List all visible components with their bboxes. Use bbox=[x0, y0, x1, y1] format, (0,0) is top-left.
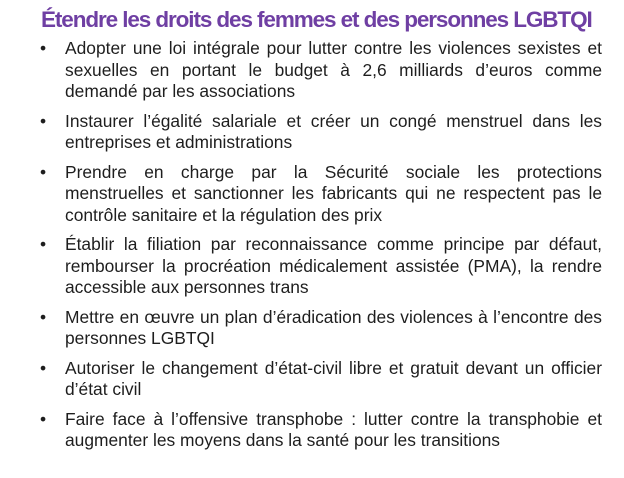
section-title: Étendre les droits des femmes et des personnes LGBTQI bbox=[41, 7, 592, 32]
list-item bbox=[38, 111, 602, 154]
list-item bbox=[38, 162, 602, 227]
bullet-icon: • bbox=[40, 306, 47, 327]
list-item bbox=[38, 409, 602, 452]
bullet-icon: • bbox=[40, 408, 47, 429]
list-item-text: Instaurer l’égalité salariale et créer un congé menstruel dans les entreprises et administrations bbox=[65, 110, 602, 152]
list-item-text: Faire face à l’offensive transphobe : lutter contre la transphobie et augmenter les moyens dans la santé pour les transitions bbox=[65, 408, 602, 450]
list-item bbox=[38, 38, 602, 103]
list-item-text: Autoriser le changement d’état-civil libre et gratuit devant un officier d’état civil bbox=[65, 357, 602, 399]
list-item-text: Prendre en charge par la Sécurité sociale les protections menstruelles et sanctionner les fabricants qui ne respectent pas le contrôle sanitaire et la régulation des prix bbox=[65, 161, 602, 225]
bullet-icon: • bbox=[40, 110, 47, 131]
bullet-icon: • bbox=[40, 357, 47, 378]
bullet-icon: • bbox=[40, 38, 47, 58]
list-item bbox=[38, 307, 602, 350]
list-item-text: Établir la filiation par reconnaissance comme principe par défaut, rembourser la procréation médicalement assistée (PMA), la rendre accessible aux personnes trans bbox=[65, 234, 602, 297]
bullet-icon: • bbox=[40, 161, 47, 182]
list-item bbox=[38, 234, 602, 299]
bullet-list bbox=[38, 38, 602, 460]
list-item bbox=[38, 358, 602, 401]
list-item-text: Adopter une loi intégrale pour lutter contre les violences sexistes et sexuelles en portant le budget à 2,6 milliards d’euros comme demandé par les associations bbox=[65, 38, 602, 101]
bullet-icon: • bbox=[40, 234, 47, 254]
list-item-text: Mettre en œuvre un plan d’éradication des violences à l’encontre des personnes LGBTQI bbox=[65, 306, 602, 348]
